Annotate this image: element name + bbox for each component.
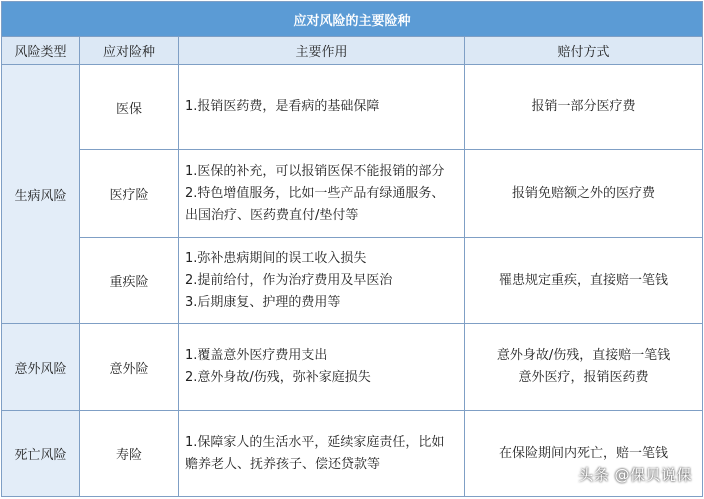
function-cell bbox=[179, 411, 465, 497]
function-line: 赡养老人、抚养孩子、偿还贷款等 bbox=[185, 456, 381, 472]
table-row bbox=[2, 150, 703, 238]
payout-cell bbox=[465, 150, 703, 238]
table-row bbox=[2, 238, 703, 324]
header-risk-type: 风险类型 bbox=[2, 37, 80, 65]
table-row bbox=[2, 324, 703, 411]
header-payout: 赔付方式 bbox=[465, 37, 703, 65]
function-line: 1.医保的补充，可以报销医保不能报销的部分 bbox=[185, 163, 445, 179]
payout-cell bbox=[465, 324, 703, 411]
table-title: 应对风险的主要险种 bbox=[2, 2, 703, 37]
function-cell bbox=[179, 238, 465, 324]
function-line: 2.提前给付，作为治疗费用及早医治 bbox=[185, 272, 393, 288]
insurance-cell: 医疗险 bbox=[80, 150, 179, 238]
insurance-cell: 寿险 bbox=[80, 411, 179, 497]
watermark: 头条 @保贝说保 bbox=[578, 466, 692, 484]
function-line: 1.覆盖意外医疗费用支出 bbox=[185, 348, 328, 363]
function-line: 1.保障家人的生活水平，延续家庭责任，比如 bbox=[185, 434, 445, 450]
payout-cell bbox=[465, 238, 703, 324]
function-line: 3.后期康复、护理的费用等 bbox=[185, 294, 341, 310]
function-line: 2.意外身故/伤残，弥补家庭损失 bbox=[185, 370, 371, 385]
header-main-function: 主要作用 bbox=[179, 37, 465, 65]
function-line: 1.报销医药费，是看病的基础保障 bbox=[185, 99, 380, 114]
payout-cell bbox=[465, 65, 703, 150]
payout-line: 报销免赔额之外的医疗费 bbox=[512, 185, 656, 201]
payout-line: 意外医疗，报销医药费 bbox=[518, 370, 649, 385]
header-insurance: 应对险种 bbox=[80, 37, 179, 65]
insurance-cell: 医保 bbox=[80, 65, 179, 150]
function-line: 1.弥补患病期间的误工收入损失 bbox=[185, 250, 367, 266]
function-line: 2.特色增值服务，比如一些产品有绿通服务、 bbox=[185, 185, 445, 201]
insurance-risk-table bbox=[1, 1, 703, 497]
insurance-cell: 重疾险 bbox=[80, 238, 179, 324]
function-line: 出国治疗、医药费直付/垫付等 bbox=[185, 207, 359, 223]
table-row bbox=[2, 65, 703, 150]
payout-line: 罹患规定重疾，直接赔一笔钱 bbox=[499, 272, 669, 288]
payout-line: 意外身故/伤残，直接赔一笔钱 bbox=[496, 348, 671, 363]
payout-line: 在保险期间内死亡，赔一笔钱 bbox=[499, 445, 669, 461]
risk-type-cell: 死亡风险 bbox=[2, 411, 80, 497]
risk-type-cell: 意外风险 bbox=[2, 324, 80, 411]
payout-line: 报销一部分医疗费 bbox=[531, 99, 636, 114]
function-cell bbox=[179, 65, 465, 150]
function-cell bbox=[179, 150, 465, 238]
risk-type-cell: 生病风险 bbox=[2, 65, 80, 324]
function-cell bbox=[179, 324, 465, 411]
insurance-cell: 意外险 bbox=[80, 324, 179, 411]
